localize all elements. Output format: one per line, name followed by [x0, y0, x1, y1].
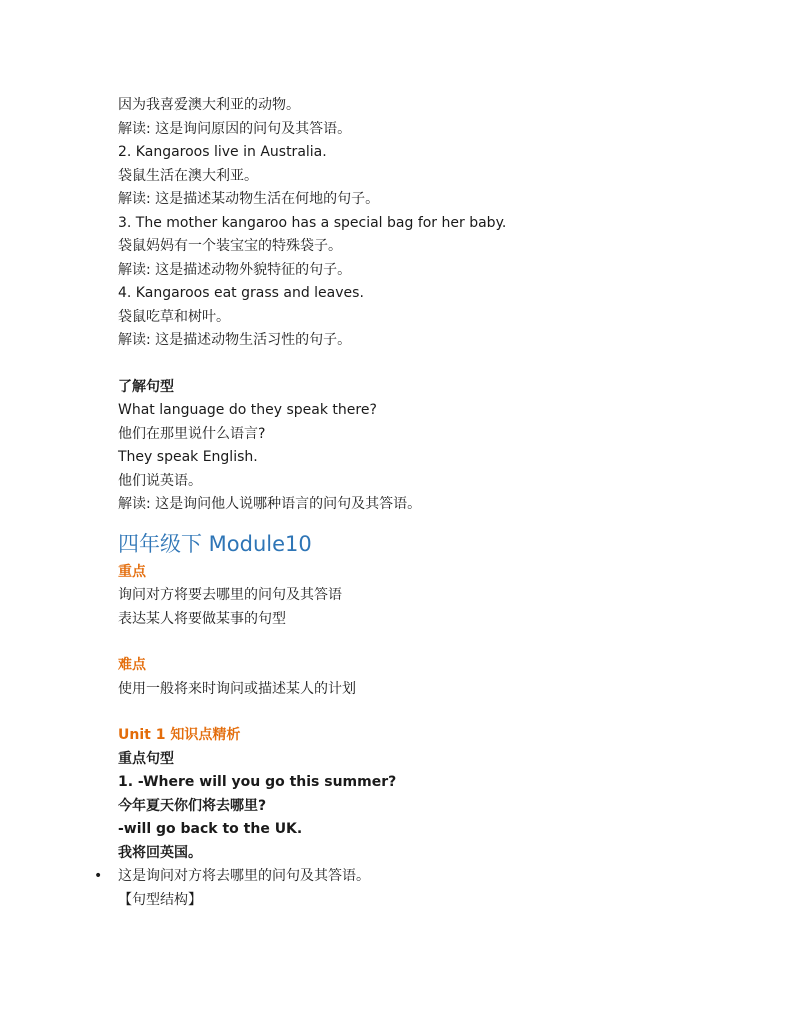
text-line: 解读: 这是描述动物外貌特征的句子。	[118, 261, 352, 278]
text-line: They speak English.	[118, 449, 258, 465]
spacer	[118, 631, 758, 654]
text-line: -will go back to the UK.	[118, 821, 303, 837]
text-line: What language do they speak there?	[118, 402, 377, 418]
section-title: 了解句型	[118, 378, 174, 395]
spacer	[118, 353, 758, 376]
section-unit1	[118, 724, 758, 912]
text-line: 使用一般将来时询问或描述某人的计划	[118, 680, 356, 697]
text-line: 解读: 这是询问他人说哪种语言的问句及其答语。	[118, 496, 422, 512]
text-line: 解读: 这是描述动物生活习性的句子。	[118, 332, 352, 348]
key-points-title: 重点	[118, 563, 146, 580]
difficult-points-title: 难点	[118, 657, 146, 673]
text-line: 我将回英国。	[118, 844, 202, 861]
section-difficult-points	[118, 654, 758, 701]
text-line: 1. -Where will you go this summer?	[118, 774, 397, 790]
text-line: 他们说英语。	[118, 472, 202, 489]
structure-label: 【句型结构】	[118, 891, 202, 908]
text-line: 解读: 这是询问原因的问句及其答语。	[118, 120, 352, 137]
text-line: 今年夏天你们将去哪里?	[118, 797, 267, 814]
bullet-item: • 这是询问对方将去哪里的问句及其答语。	[118, 865, 758, 889]
text-line: 袋鼠妈妈有一个装宝宝的特殊袋子。	[118, 238, 342, 254]
pattern-title: 重点句型	[118, 750, 174, 767]
text-line: 表达某人将要做某事的句型	[118, 610, 286, 627]
section-reading-notes	[118, 94, 758, 353]
section-key-points	[118, 561, 758, 632]
module-heading: 四年级下 Module10	[118, 531, 312, 556]
text-line: 解读: 这是描述某动物生活在何地的句子。	[118, 191, 380, 207]
text-line: 3. The mother kangaroo has a special bag for her baby.	[118, 214, 507, 231]
text-line: 2. Kangaroos live in Australia.	[118, 144, 327, 160]
spacer	[118, 701, 758, 724]
text-line: 袋鼠生活在澳大利亚。	[118, 167, 258, 184]
text-line: 询问对方将要去哪里的问句及其答语	[118, 587, 342, 603]
document-page	[118, 94, 758, 912]
text-line: 袋鼠吃草和树叶。	[118, 308, 230, 325]
text-line: 因为我喜爱澳大利亚的动物。	[118, 97, 300, 113]
text-line: 他们在那里说什么语言?	[118, 425, 266, 442]
text-line: 4. Kangaroos eat grass and leaves.	[118, 285, 364, 301]
unit-title: Unit 1 知识点精析	[118, 727, 241, 743]
section-sentence-patterns	[118, 376, 758, 517]
